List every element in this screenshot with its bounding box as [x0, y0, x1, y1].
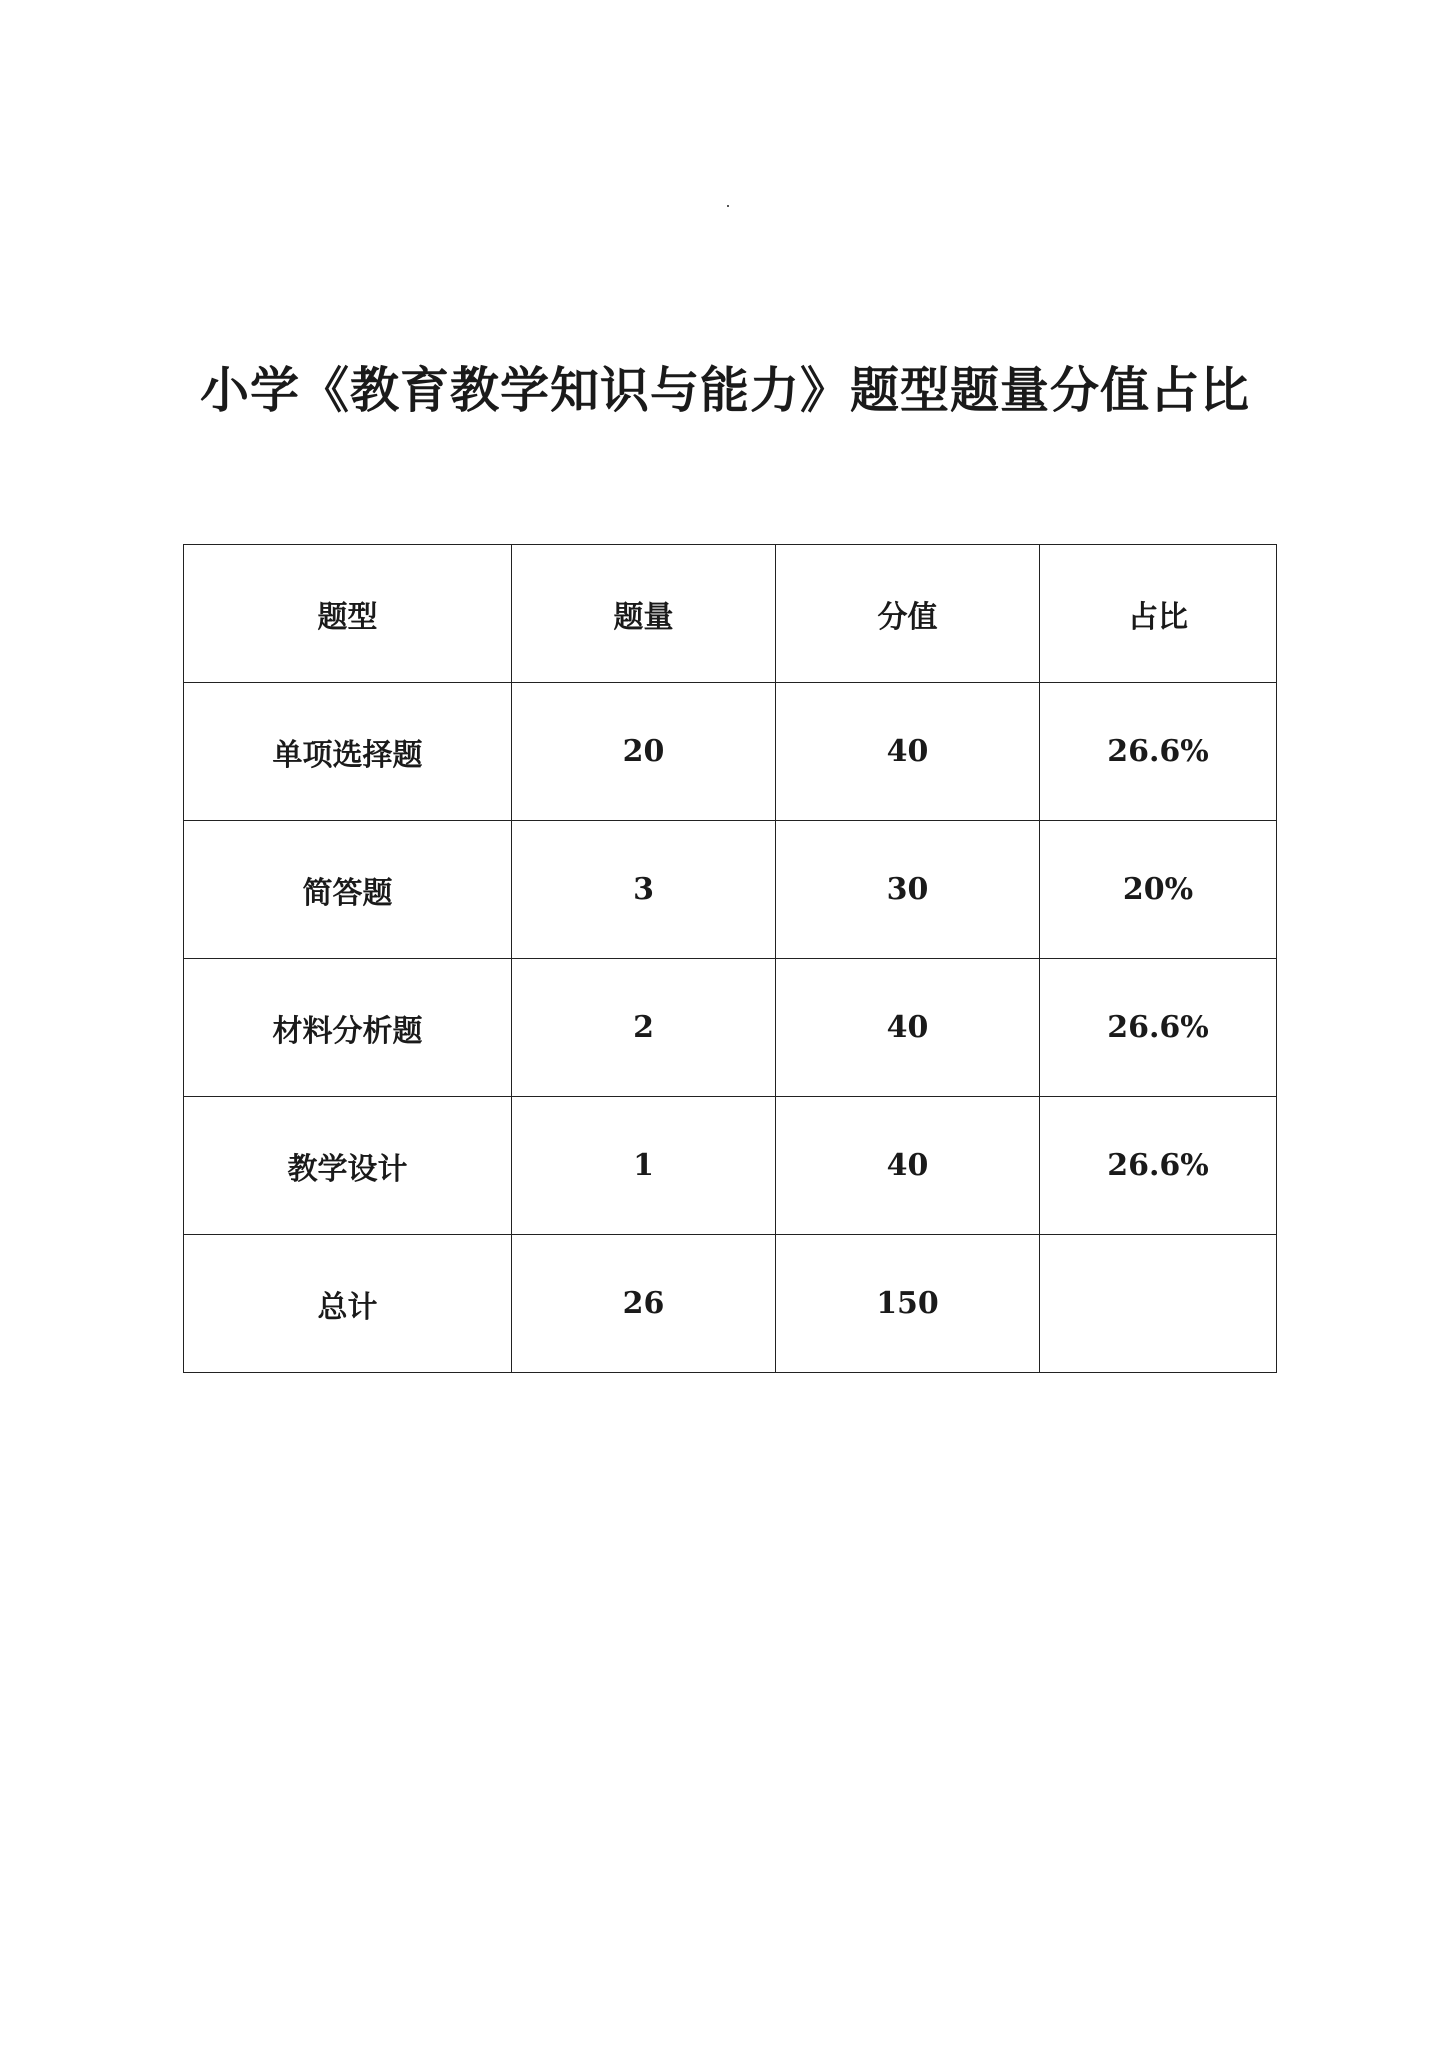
cell-question-type: 简答题 [184, 821, 512, 959]
table-row [184, 821, 1277, 959]
cell-question-count: 2 [512, 959, 776, 1097]
cell-total-proportion [1040, 1235, 1277, 1373]
table-row [184, 683, 1277, 821]
table-row [184, 1097, 1277, 1235]
cell-question-count: 20 [512, 683, 776, 821]
page-dot-mark [727, 205, 729, 207]
cell-proportion: 26.6% [1040, 959, 1277, 1097]
cell-score: 40 [776, 1097, 1040, 1235]
cell-question-type: 材料分析题 [184, 959, 512, 1097]
cell-total-label: 总计 [184, 1235, 512, 1373]
cell-total-score: 150 [776, 1235, 1040, 1373]
cell-proportion: 26.6% [1040, 1097, 1277, 1235]
cell-question-count: 1 [512, 1097, 776, 1235]
cell-score: 40 [776, 959, 1040, 1097]
table-total-row [184, 1235, 1277, 1373]
cell-total-count: 26 [512, 1235, 776, 1373]
cell-score: 30 [776, 821, 1040, 959]
cell-question-type: 单项选择题 [184, 683, 512, 821]
page-title: 小学《教育教学知识与能力》题型题量分值占比 [199, 361, 1250, 419]
table-row [184, 959, 1277, 1097]
cell-score: 40 [776, 683, 1040, 821]
cell-question-type: 教学设计 [184, 1097, 512, 1235]
cell-proportion: 26.6% [1040, 683, 1277, 821]
header-score: 分值 [776, 545, 1040, 683]
header-question-type: 题型 [184, 545, 512, 683]
question-type-table [183, 544, 1277, 1373]
cell-proportion: 20% [1040, 821, 1277, 959]
header-proportion: 占比 [1040, 545, 1277, 683]
table-header-row [184, 545, 1277, 683]
header-question-count: 题量 [512, 545, 776, 683]
cell-question-count: 3 [512, 821, 776, 959]
